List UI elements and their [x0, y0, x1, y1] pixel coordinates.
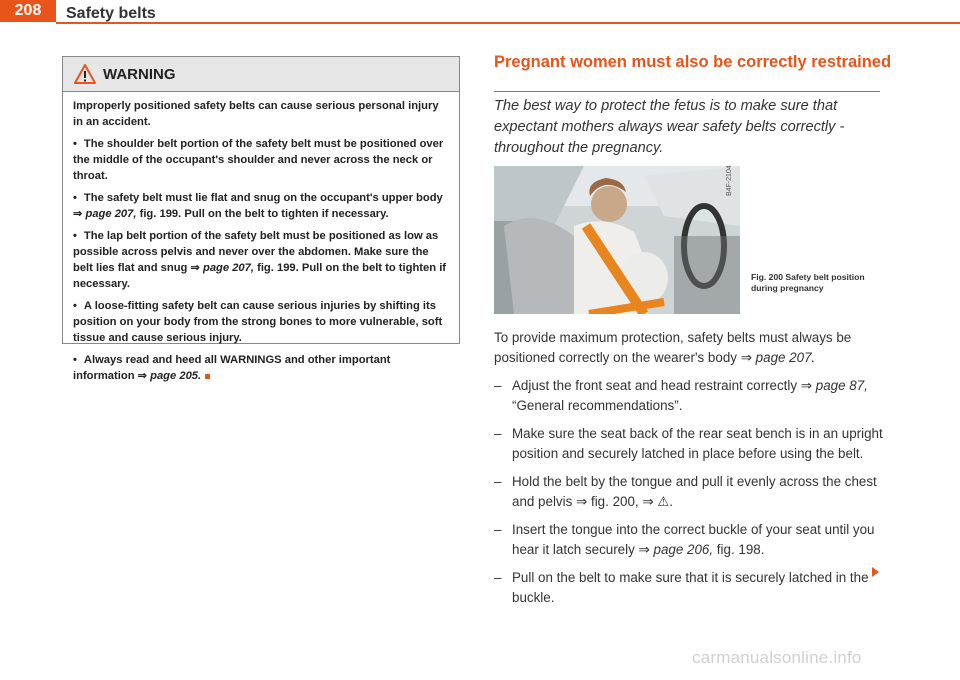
step-item: – Make sure the seat back of the rear seat bench is in an upright position and securely latched in place before using the belt. — [494, 424, 886, 464]
page-reference-link[interactable]: page 87, — [815, 378, 868, 393]
warning-bullet: • The lap belt portion of the safety belt must be positioned as low as possible across pelvis and never over the abdomen. Make sure the belt lies flat and snug ⇒ page 207, fig. 199. Pull on the belt to tighten if necessary. — [73, 228, 451, 292]
section-title: Pregnant women must also be correctly restrained — [494, 53, 892, 71]
step-item: – Insert the tongue into the correct buckle of your seat until you hear it latch securely ⇒ page 206, fig. 198. — [494, 520, 886, 560]
step-item: – Pull on the belt to make sure that it is securely latched in the buckle. — [494, 568, 886, 608]
warning-heading: WARNING — [103, 65, 176, 83]
page-reference-link[interactable]: page 205. — [150, 370, 202, 382]
step-list — [494, 376, 886, 608]
page-reference-link[interactable]: page 207, — [202, 262, 254, 274]
header-rule — [56, 22, 960, 24]
end-of-section-marker — [205, 374, 210, 379]
warning-bullet: • The shoulder belt portion of the safety belt must be positioned over the middle of the occupant's shoulder and never across the neck or throat. — [73, 136, 451, 184]
continue-arrow-icon — [872, 567, 879, 577]
chapter-title: Safety belts — [66, 5, 156, 22]
warning-paragraph: Improperly positioned safety belts can cause serious personal injury in an accident. — [73, 100, 439, 128]
lead-paragraph: To provide maximum protection, safety belts must always be positioned correctly on the wearer's body ⇒ page 207. — [494, 330, 852, 365]
warning-triangle-icon — [73, 63, 97, 85]
warning-bullet: • The safety belt must lie flat and snug on the occupant's upper body ⇒ page 207, fig. 199. Pull on the belt to tighten if necessary. — [73, 190, 451, 222]
section-rule — [494, 91, 880, 92]
figure-code: B4F-2104 — [726, 165, 733, 196]
section-intro: The best way to protect the fetus is to make sure that expectant mothers always wear safety belts correctly - throughout the pregnancy. — [494, 98, 845, 156]
page-reference-link[interactable]: page 207, — [85, 208, 137, 220]
page-reference-link[interactable]: page 207. — [755, 350, 816, 365]
step-item: – Hold the belt by the tongue and pull it evenly across the chest and pelvis ⇒ fig. 200, ⇒ ⚠. — [494, 472, 886, 512]
page-reference-link[interactable]: page 206, — [653, 542, 714, 557]
instructions — [494, 328, 886, 616]
warning-bullet: • Always read and heed all WARNINGS and other important information ⇒ page 205. — [73, 352, 451, 384]
figure-pregnant-driver — [494, 166, 740, 314]
warning-bullet: • A loose-fitting safety belt can cause serious injuries by shifting its position on your body from the strong bones to more vulnerable, soft tissue and cause serious injury. — [73, 298, 451, 346]
warning-body — [63, 92, 459, 384]
warning-box — [62, 56, 460, 382]
figure-caption: Fig. 200 Safety belt position during pregnancy — [751, 272, 865, 293]
watermark: carmanualsonline.info — [692, 648, 862, 667]
step-item: – Adjust the front seat and head restraint correctly ⇒ page 87, “General recommendations”. — [494, 376, 886, 416]
warning-header — [63, 57, 459, 92]
page-number-tab: 208 — [0, 0, 56, 22]
